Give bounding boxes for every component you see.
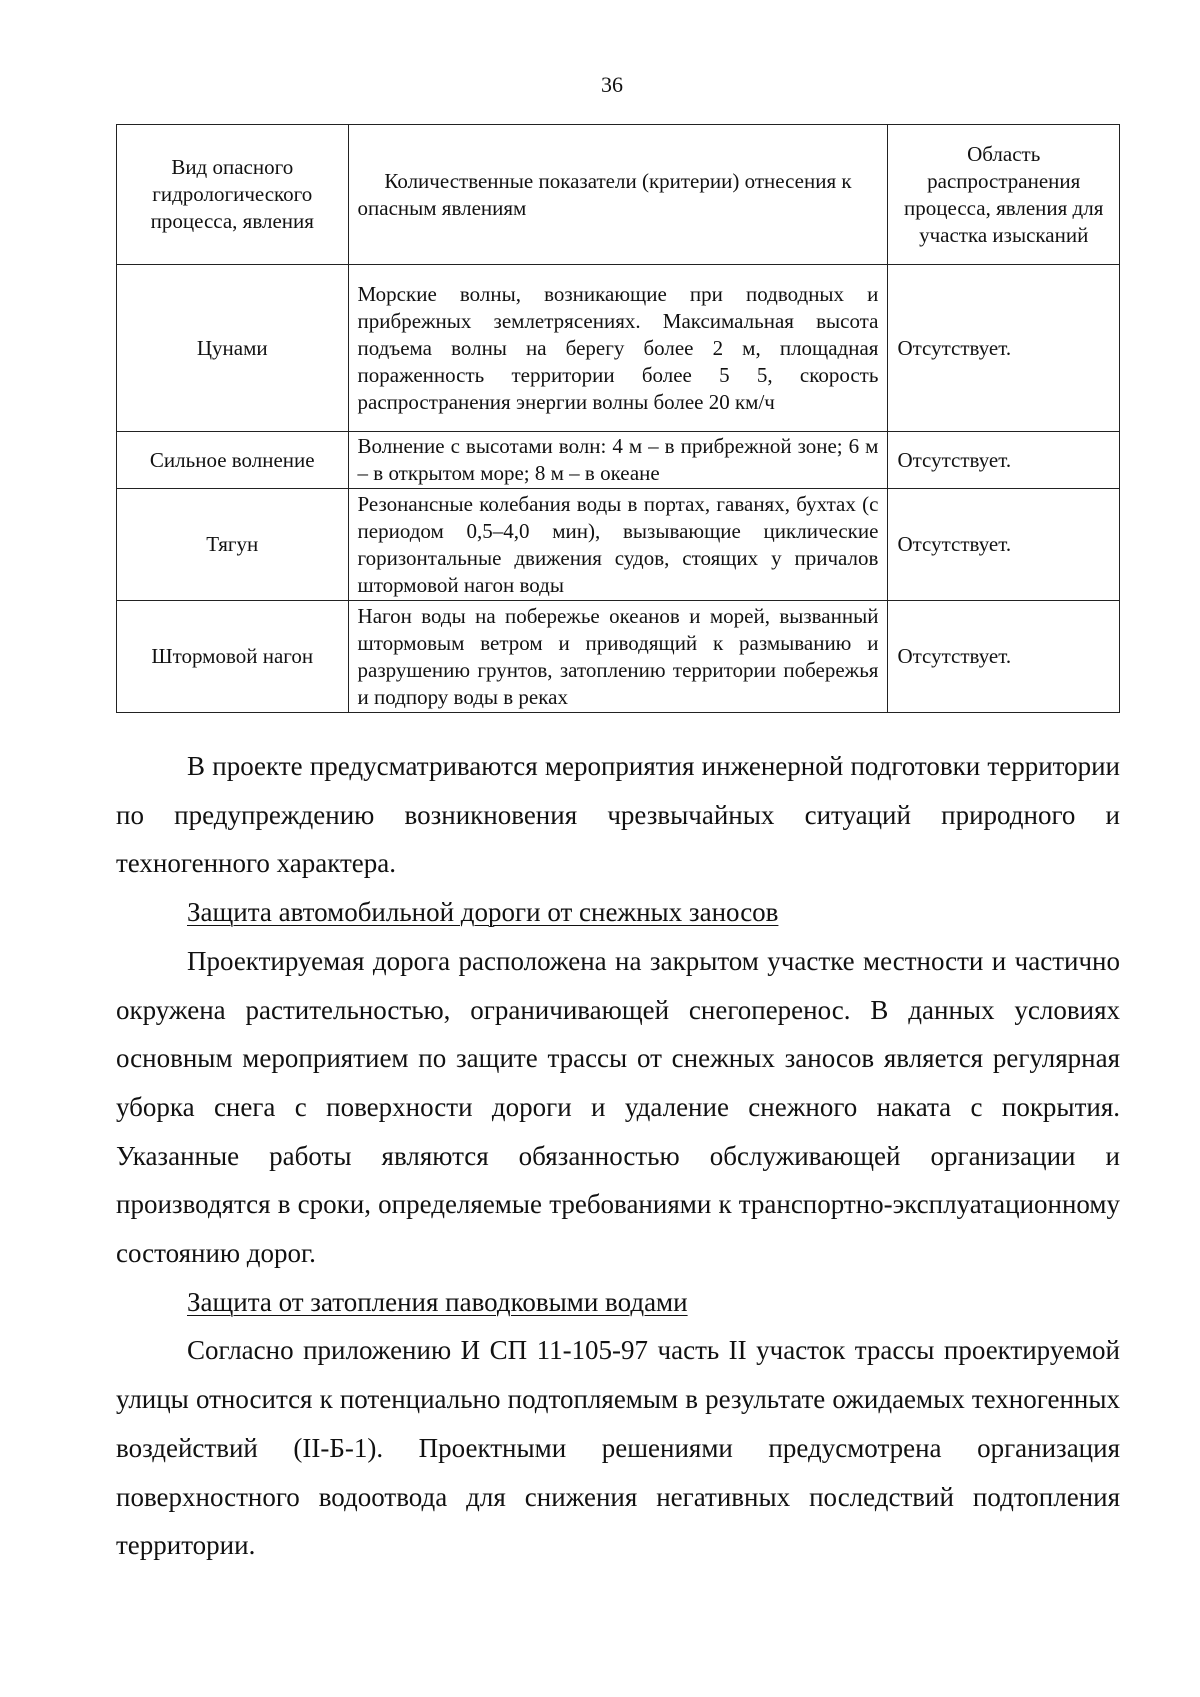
cell-criteria: Резонансные колебания воды в портах, гаванях, бухтах (с периодом 0,5–4,0 мин), вызывающие циклические горизонтальные движения судов, стоящих у причалов штормовой нагон воды [348,489,888,601]
cell-area: Отсутствует. [888,489,1120,601]
cell-hazard-type: Штормовой нагон [117,601,349,713]
hazards-table [116,124,1120,713]
table-row [117,265,1120,432]
cell-hazard-type: Тягун [117,489,349,601]
cell-area: Отсутствует. [888,601,1120,713]
header-hazard-type: Вид опасного гидрологического процесса, явления [117,125,349,265]
cell-area: Отсутствует. [888,265,1120,432]
header-area: Область распространения процесса, явления для участка изысканий [888,125,1120,265]
intro-paragraph: В проекте предусматриваются мероприятия инженерной подготовки территории по предупреждению возникновения чрезвычайных ситуаций природного и техногенного характера. [116,751,1120,879]
table-row [117,432,1120,489]
body-text [116,742,1120,1570]
table-row [117,601,1120,713]
cell-criteria: Волнение с высотами волн: 4 м – в прибрежной зоне; 6 м – в открытом море; 8 м – в океане [348,432,888,489]
cell-criteria: Нагон воды на побережье океанов и морей, вызванный штормовым ветром и приводящий к размыванию и разрушению грунтов, затоплению территории побережья и подпору воды в реках [348,601,888,713]
cell-hazard-type: Сильное волнение [117,432,349,489]
table-header-row [117,125,1120,265]
section-text-flood: Согласно приложению И СП 11-105-97 часть II участок трассы проектируемой улицы относится к потенциально подтопляемым в результате ожидаемых техногенных воздействий (II-Б-1). Проектными решениями предусмотрена организация поверхностного водоотвода для снижения негативных последствий подтопления территории. [116,1335,1120,1561]
cell-criteria: Морские волны, возникающие при подводных и прибрежных землетрясениях. Максимальная высота подъема волны на берегу более 2 м, площадная пораженность территории более 5 5, скорость распространения энергии волны более 20 км/ч [348,265,888,432]
page-number: 36 [601,72,623,97]
cell-area: Отсутствует. [888,432,1120,489]
section-heading-snow: Защита автомобильной дороги от снежных заносов [187,897,779,928]
header-criteria: Количественные показатели (критерии) отнесения к опасным явлениям [348,125,888,265]
table-row [117,489,1120,601]
section-heading-flood: Защита от затопления паводковыми водами [187,1286,688,1317]
cell-hazard-type: Цунами [117,265,349,432]
section-text-snow: Проектируемая дорога расположена на закрытом участке местности и частично окружена растительностью, ограничивающей снегоперенос. В данных условиях основным мероприятием по защите трассы от снежных заносов является регулярная уборка снега с поверхности дороги и удаление снежного наката с покрытия. Указанные работы являются обязанностью обслуживающей организации и производятся в сроки, определяемые требованиями к транспортно-эксплуатационному состоянию дорог. [116,945,1120,1269]
